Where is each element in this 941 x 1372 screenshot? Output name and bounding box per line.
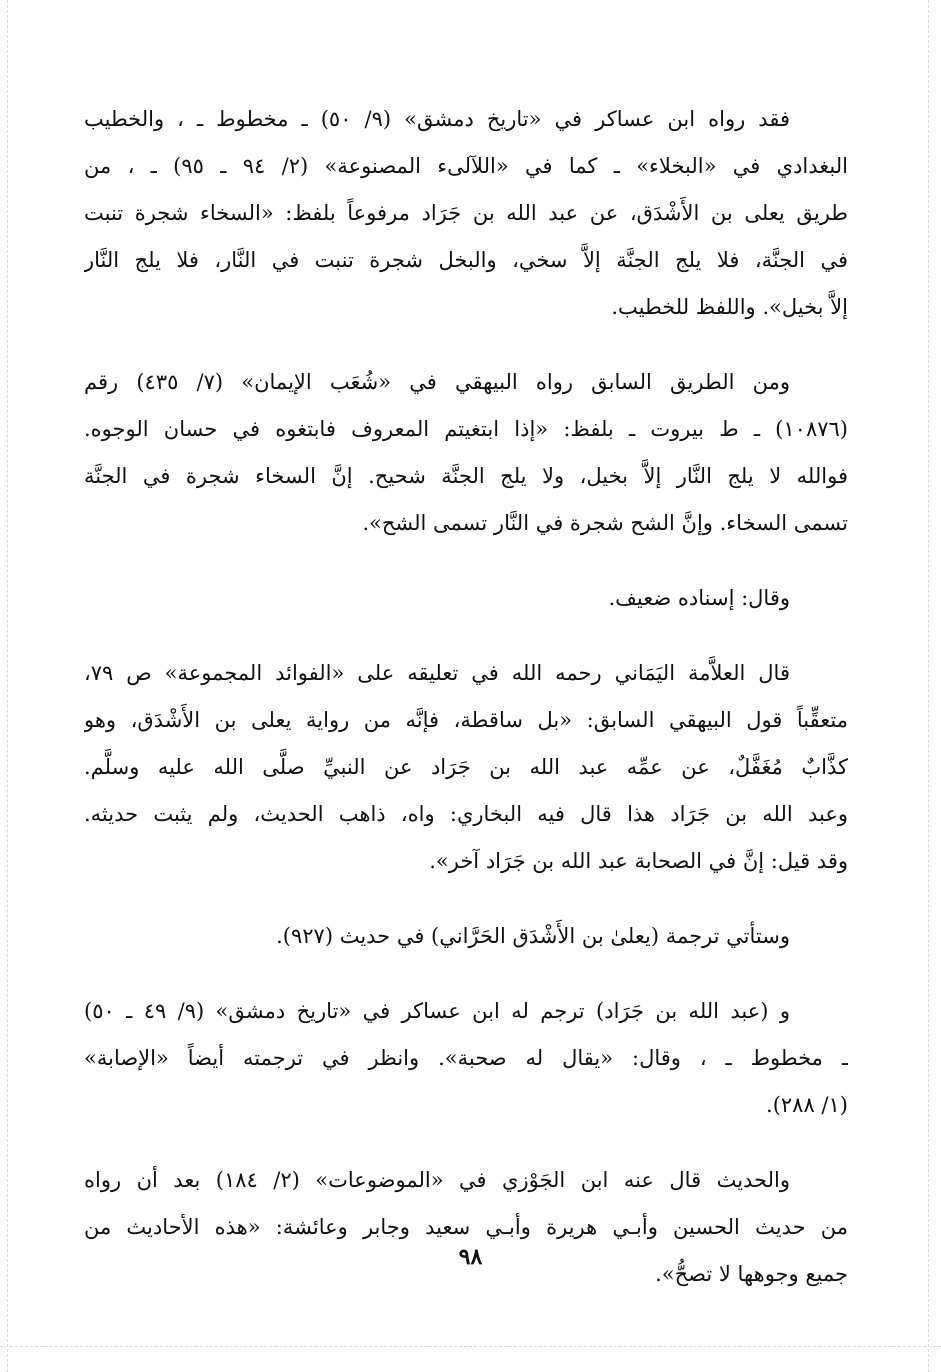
text-line: (١٠٨٧٦) ـ ط بيروت ـ بلفظ: «إذا ابتغيتم المعروف فابتغوه في حسان الوجوه. (84, 417, 848, 441)
text-line: والحديث قال عنه ابن الجَوْزي في «الموضوعات» (٢/ ١٨٤) بعد أن رواه (84, 1168, 790, 1192)
text-line: تسمى السخاء. وإنَّ الشح شجرة في النَّار تسمى الشح». (362, 511, 848, 535)
text-line: كذَّابٌ مُغَفَّلٌ، عن عمِّه عبد الله بن جَرَاد عن النبيِّ صلَّى الله عليه وسلَّم. (84, 755, 848, 779)
paragraph-2 (84, 359, 848, 547)
text-line: إلاَّ بخيل». واللفظ للخطيب. (611, 295, 848, 319)
paragraph-7 (84, 1157, 848, 1298)
text-line: من حديث الحسين وأبـي هريرة وأبـي سعيد وجابر وعائشة: «هذه الأحاديث من (84, 1215, 848, 1239)
paragraph-3 (84, 575, 848, 622)
text-line: جميع وجوهها لا تصحُّ». (655, 1262, 848, 1286)
text-line: وعبد الله بن جَرَاد هذا قال فيه البخاري: واه، ذاهب الحديث، ولم يثبت حديثه. (84, 802, 848, 826)
text-line: ـ مخطوط ـ ، وقال: «يقال له صحبة». وانظر في ترجمته أيضاً «الإصابة» (84, 1046, 848, 1070)
document-body (84, 96, 848, 1326)
text-line: وستأتي ترجمة (يعلىٰ بن الأَشْدَق الحَرَّاني) في حديث (٩٢٧). (276, 924, 790, 948)
text-line: طريق يعلى بن الأَشْدَق، عن عبد الله بن جَرَاد مرفوعاً بلفظ: «السخاء شجرة تنبت (84, 201, 848, 225)
paragraph-5 (84, 913, 848, 960)
text-line: (١/ ٢٨٨). (766, 1093, 848, 1117)
text-line: وقد قيل: إنَّ في الصحابة عبد الله بن جَرَاد آخر». (429, 849, 848, 873)
text-line: متعقِّباً قول البيهقي السابق: «بل ساقطة، فإنَّه من رواية يعلى بن الأَشْدَق، وهو (84, 708, 848, 732)
text-line: وقال: إسناده ضعيف. (608, 586, 790, 610)
text-line: و (عبد الله بن جَرَاد) ترجم له ابن عساكر في «تاريخ دمشق» (٩/ ٤٩ ـ ٥٠) (84, 999, 790, 1023)
scan-guide-bottom (0, 1346, 941, 1347)
paragraph-6 (84, 988, 848, 1129)
text-line: في الجنَّة، فلا يلج الجنَّة إلاَّ سخي، والبخل شجرة تنبت في النَّار، فلا يلج النَّار (84, 248, 848, 272)
text-line: البغدادي في «البخلاء» ـ كما في «اللآلىء المصنوعة» (٢/ ٩٤ ـ ٩٥) ـ ، من (84, 154, 848, 178)
paragraph-1 (84, 96, 848, 331)
scan-guide-right (928, 0, 929, 1372)
scan-guide-left (7, 0, 8, 1372)
page-number: ٩٨ (458, 1244, 483, 1270)
text-line: قال العلاَّمة اليَمَاني رحمه الله في تعليقه على «الفوائد المجموعة» ص ٧٩، (84, 661, 790, 685)
text-line: فوالله لا يلج النَّار إلاَّ بخيل، ولا يلج الجنَّة شحيح. إنَّ السخاء شجرة في الجنَّة (84, 464, 848, 488)
paragraph-4 (84, 650, 848, 885)
text-line: فقد رواه ابن عساكر في «تاريخ دمشق» (٩/ ٥٠) ـ مخطوط ـ ، والخطيب (84, 107, 790, 131)
text-line: ومن الطريق السابق رواه البيهقي في «شُعَب الإيمان» (٧/ ٤٣٥) رقم (84, 370, 790, 394)
